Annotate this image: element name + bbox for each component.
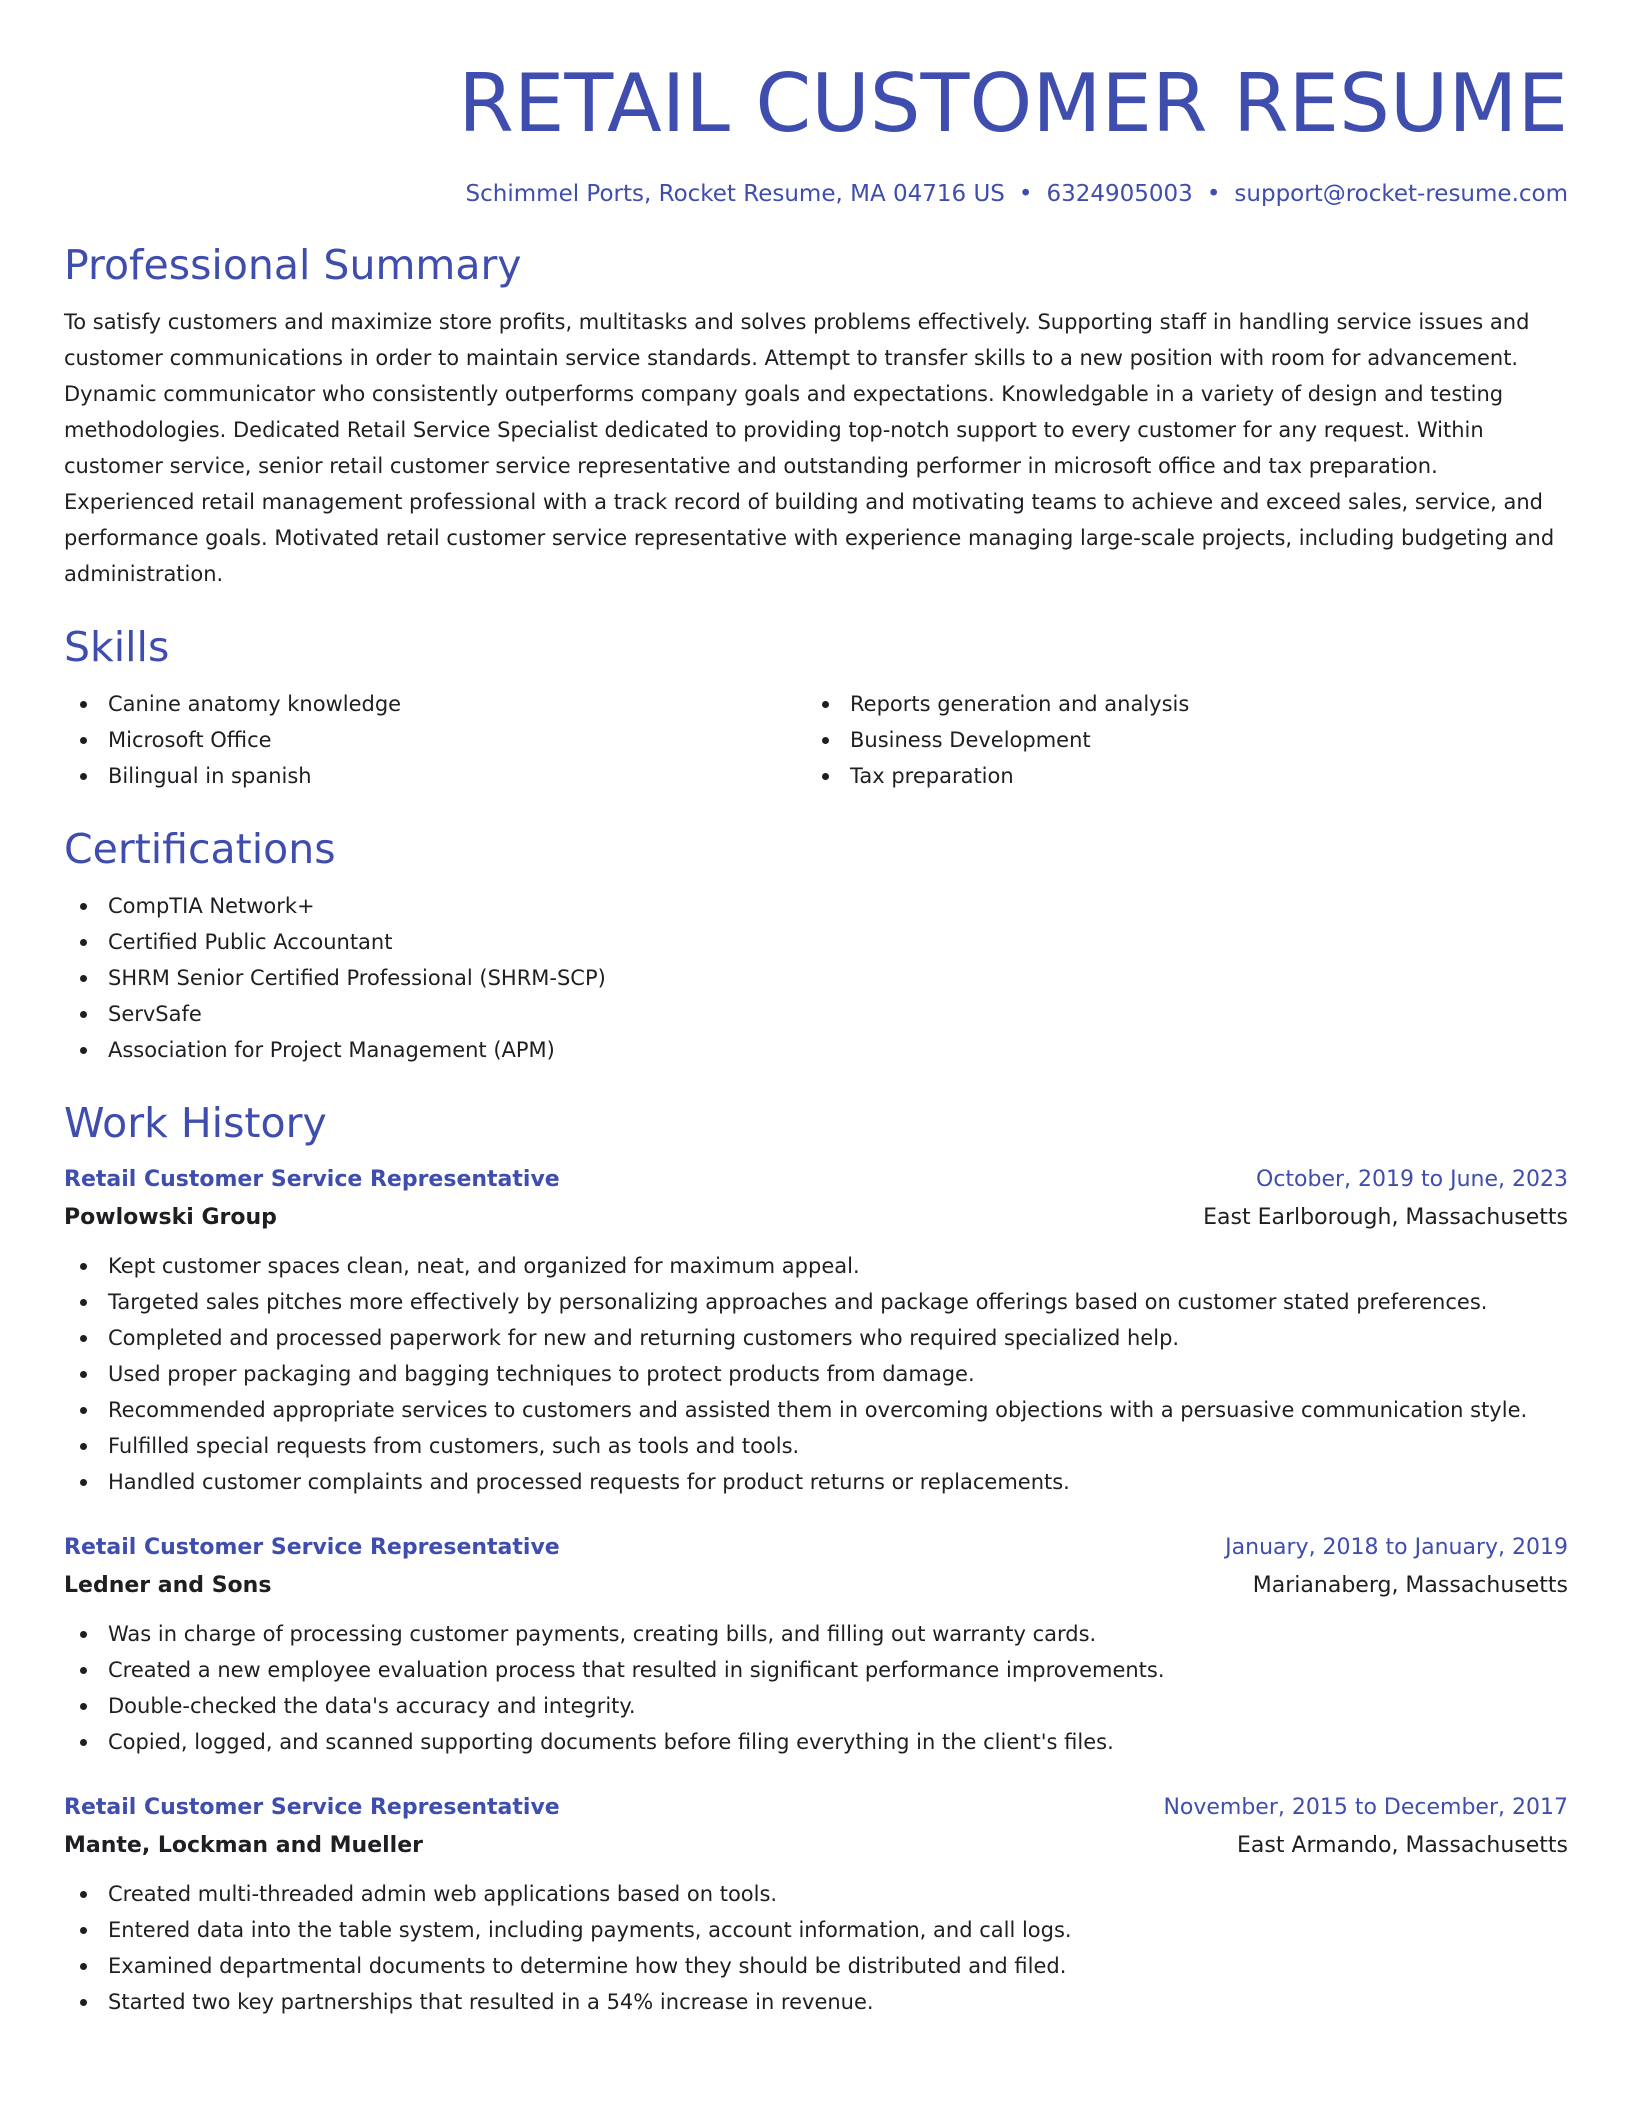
contact-email: support@rocket-resume.com [1234, 181, 1568, 207]
resume-header [64, 56, 1568, 210]
skill-item: Microsoft Office [64, 722, 806, 758]
contact-line [64, 178, 1568, 210]
skills-list-right [806, 686, 1548, 794]
job-title-row [64, 1162, 1568, 1198]
job-duty-item: Completed and processed paperwork for new and returning customers who required specialized help. [64, 1320, 1568, 1356]
job-company: Powlowski Group [64, 1205, 277, 1230]
job-duty-item: Used proper packaging and bagging techniques to protect products from damage. [64, 1356, 1568, 1392]
job-duty-item: Recommended appropriate services to customers and assisted them in overcoming objections with a persuasive communication style. [64, 1392, 1568, 1428]
job-duty-item: Copied, logged, and scanned supporting documents before filing everything in the client's files. [64, 1724, 1568, 1760]
job-duties-list [64, 1876, 1568, 2020]
skill-item: Business Development [806, 722, 1548, 758]
job-duty-item: Was in charge of processing customer payments, creating bills, and filling out warranty cards. [64, 1616, 1568, 1652]
job-duty-item: Entered data into the table system, including payments, account information, and call logs. [64, 1912, 1568, 1948]
job-company-row [64, 1198, 1568, 1238]
job-title: Retail Customer Service Representative [64, 1795, 560, 1820]
skill-item: Canine anatomy knowledge [64, 686, 806, 722]
summary-heading: Professional Summary [64, 241, 522, 289]
certification-item: CompTIA Network+ [64, 888, 1568, 924]
contact-address: Schimmel Ports, Rocket Resume, MA 04716 US [465, 181, 1005, 207]
skill-item: Bilingual in spanish [64, 758, 806, 794]
contact-separator: • [1206, 181, 1221, 207]
job-entry [64, 1162, 1568, 1500]
job-duties-list [64, 1248, 1568, 1500]
job-duty-item: Kept customer spaces clean, neat, and organized for maximum appeal. [64, 1248, 1568, 1284]
job-entry [64, 1790, 1568, 2020]
certification-item: Association for Project Management (APM) [64, 1032, 1568, 1068]
job-duty-item: Double-checked the data's accuracy and integrity. [64, 1688, 1568, 1724]
job-company: Mante, Lockman and Mueller [64, 1833, 423, 1858]
certifications-heading: Certifications [64, 825, 336, 873]
job-duty-item: Targeted sales pitches more effectively by personalizing approaches and package offerings based on customer stated preferences. [64, 1284, 1568, 1320]
job-location: East Earlborough, Massachusetts [1203, 1205, 1568, 1230]
job-company-row [64, 1566, 1568, 1606]
work-history-heading: Work History [64, 1099, 327, 1147]
skill-item: Tax preparation [806, 758, 1548, 794]
contact-phone: 6324905003 [1046, 181, 1193, 207]
certifications-section [64, 824, 1568, 1068]
job-company-row [64, 1826, 1568, 1866]
job-duty-item: Examined departmental documents to determine how they should be distributed and filed. [64, 1948, 1568, 1984]
job-dates: October, 2019 to June, 2023 [1256, 1167, 1568, 1192]
job-company: Ledner and Sons [64, 1573, 272, 1598]
job-dates: January, 2018 to January, 2019 [1225, 1535, 1568, 1560]
job-location: Marianaberg, Massachusetts [1252, 1573, 1568, 1598]
contact-separator: • [1018, 181, 1033, 207]
job-title-row [64, 1790, 1568, 1826]
job-duty-item: Started two key partnerships that resulted in a 54% increase in revenue. [64, 1984, 1568, 2020]
work-history-section [64, 1098, 1568, 2020]
certification-item: ServSafe [64, 996, 1568, 1032]
skills-list-left [64, 686, 806, 794]
certifications-list [64, 888, 1568, 1068]
skill-item: Reports generation and analysis [806, 686, 1548, 722]
certification-item: Certified Public Accountant [64, 924, 1568, 960]
skills-columns [64, 686, 1568, 794]
job-title: Retail Customer Service Representative [64, 1535, 560, 1560]
job-duty-item: Handled customer complaints and processed requests for product returns or replacements. [64, 1464, 1568, 1500]
job-location: East Armando, Massachusetts [1237, 1833, 1568, 1858]
job-duty-item: Fulfilled special requests from customers, such as tools and tools. [64, 1428, 1568, 1464]
skills-heading: Skills [64, 623, 170, 671]
skills-section [64, 622, 1568, 794]
job-duty-item: Created a new employee evaluation process that resulted in significant performance improvements. [64, 1652, 1568, 1688]
job-duty-item: Created multi-threaded admin web applications based on tools. [64, 1876, 1568, 1912]
summary-text: To satisfy customers and maximize store profits, multitasks and solves problems effectively. Supporting staff in handling service issues and customer communications in order to maintain service standards. Attempt to transfer skills to a new position with room for advancement. Dynamic communicator who consistently outperforms company goals and expectations. Knowledgable in a variety of design and testing methodologies. Dedicated Retail Service Specialist dedicated to providing top-notch support to every customer for any request. Within customer service, senior retail customer service representative and outstanding performer in microsoft office and tax preparation. Experienced retail management professional with a track record of building and motivating teams to achieve and exceed sales, service, and performance goals. Motivated retail customer service representative with experience managing large-scale projects, including budgeting and administration. [64, 310, 1555, 586]
job-title: Retail Customer Service Representative [64, 1167, 560, 1192]
resume-name: RETAIL CUSTOMER RESUME [458, 57, 1568, 150]
job-title-row [64, 1530, 1568, 1566]
summary-section [64, 240, 1568, 592]
job-entry [64, 1530, 1568, 1760]
certification-item: SHRM Senior Certified Professional (SHRM-SCP) [64, 960, 1568, 996]
job-duties-list [64, 1616, 1568, 1760]
job-dates: November, 2015 to December, 2017 [1163, 1795, 1568, 1820]
